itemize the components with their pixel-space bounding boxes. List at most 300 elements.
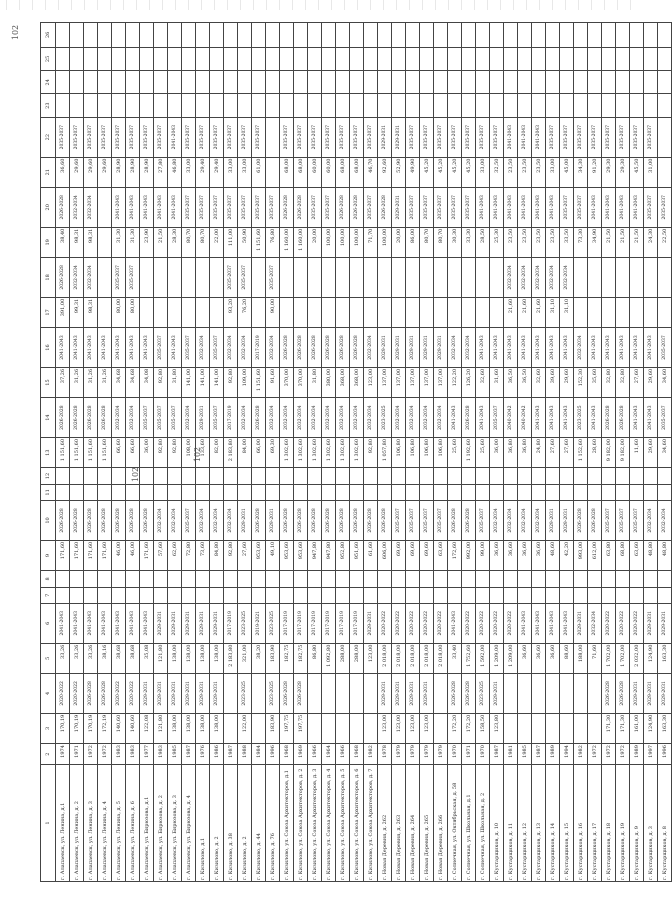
table-cell: 2020-2022	[504, 603, 518, 643]
table-cell	[154, 297, 168, 327]
table-cell: 93,20	[224, 297, 238, 327]
table-cell: 2035-2037	[70, 117, 84, 157]
table-cell	[98, 571, 112, 587]
table-cell: 33,40	[448, 643, 462, 673]
table-cell	[574, 571, 588, 587]
table-cell: 2029-2031	[644, 674, 658, 714]
table-cell	[574, 587, 588, 603]
table-cell	[490, 587, 504, 603]
address-cell: г. Алапаевск, ул. Ленина, д. 5	[112, 765, 126, 882]
table-cell	[462, 297, 476, 327]
table-cell	[546, 94, 560, 117]
column-header-9: 9	[41, 540, 56, 570]
table-cell: 60,00	[308, 157, 322, 187]
table-cell: 171,60	[84, 540, 98, 570]
table-cell: 126,20	[462, 367, 476, 397]
table-cell	[588, 71, 602, 94]
table-cell: 2041-2043	[532, 328, 546, 368]
table-cell: 2035-2037	[420, 117, 434, 157]
table-cell: 138,00	[168, 643, 182, 673]
table-cell	[238, 23, 252, 48]
table-cell: 106,80	[392, 437, 406, 467]
table-cell	[168, 297, 182, 327]
table-row	[518, 23, 532, 882]
table-cell: 31,80	[308, 367, 322, 397]
table-cell: 2026-2028	[336, 328, 350, 368]
table-cell: 2 018,00	[392, 643, 406, 673]
table-cell: 99,31	[70, 297, 84, 327]
table-cell: 2029-2031	[574, 603, 588, 643]
table-cell	[364, 94, 378, 117]
table-cell: 2029-2031	[560, 501, 574, 541]
table-cell	[140, 484, 154, 500]
table-cell	[280, 23, 294, 48]
table-cell	[308, 468, 322, 484]
table-cell: 30,30	[448, 227, 462, 257]
address-cell: г. Алапаевск, ул. Ленина, д. 2	[70, 765, 84, 882]
table-cell: 2020-2022	[70, 674, 84, 714]
table-cell: 63,60	[434, 540, 448, 570]
table-cell: 2026-2028	[84, 501, 98, 541]
repair-schedule-table	[40, 22, 672, 882]
table-cell	[98, 468, 112, 484]
table-cell: 80,00	[112, 297, 126, 327]
table-cell	[490, 297, 504, 327]
table-cell	[602, 71, 616, 94]
table-cell	[182, 571, 196, 587]
table-cell: 2032-2034	[224, 328, 238, 368]
table-cell	[280, 484, 294, 500]
table-cell: 2041-2043	[588, 328, 602, 368]
table-cell: 25,30	[490, 227, 504, 257]
table-cell: 1981	[504, 744, 518, 765]
table-cell	[98, 484, 112, 500]
table-cell: 2026-2028	[616, 674, 630, 714]
table-cell	[588, 94, 602, 117]
table-cell: 137,00	[378, 367, 392, 397]
address-cell: г. Кизилово, ул. Союза Архитекторов, д. 7	[364, 765, 378, 882]
table-cell: 2041-2043	[546, 398, 560, 438]
table-cell: 2029-2031	[168, 603, 182, 643]
table-cell: 2041-2043	[616, 187, 630, 227]
table-cell: 29,30	[616, 157, 630, 187]
table-cell: 2035-2037	[182, 187, 196, 227]
table-cell: 2035-2037	[168, 398, 182, 438]
table-cell	[658, 71, 672, 94]
table-cell	[112, 47, 126, 70]
table-cell	[532, 47, 546, 70]
table-cell	[224, 23, 238, 48]
table-cell: 2029-2031	[392, 117, 406, 157]
table-cell: 2017-2019	[224, 603, 238, 643]
table-cell: 29,40	[196, 157, 210, 187]
table-cell: 2041-2043	[630, 398, 644, 438]
scan-noise-strip	[0, 0, 640, 10]
table-cell	[70, 587, 84, 603]
table-cell: 23,50	[518, 227, 532, 257]
table-cell: 121,80	[154, 643, 168, 673]
table-cell	[56, 23, 70, 48]
table-cell	[630, 71, 644, 94]
table-cell: 2026-2028	[84, 398, 98, 438]
table-cell: 2041-2043	[98, 328, 112, 368]
table-cell: 106,80	[420, 437, 434, 467]
table-cell: 86,80	[308, 643, 322, 673]
table-cell: 2026-2028	[448, 674, 462, 714]
table-cell	[252, 258, 266, 298]
table-cell	[490, 47, 504, 70]
table-cell: 24,80	[532, 437, 546, 467]
table-cell	[308, 258, 322, 298]
table-cell	[224, 71, 238, 94]
table-cell	[476, 258, 490, 298]
table-cell: 182,75	[294, 643, 308, 673]
table-cell: 172,20	[462, 713, 476, 743]
table-cell	[476, 571, 490, 587]
table-cell	[462, 258, 476, 298]
table-row	[294, 23, 308, 882]
table-cell: 2017-2019	[224, 398, 238, 438]
table-cell: 69,60	[392, 540, 406, 570]
address-cell: г. Кизилово, д. 2	[238, 765, 252, 882]
table-cell	[336, 258, 350, 298]
table-cell: 34,30	[574, 157, 588, 187]
table-cell: 68,00	[336, 157, 350, 187]
table-cell: 2035-2037	[238, 117, 252, 157]
table-cell: 197,75	[280, 713, 294, 743]
table-cell: 1970	[476, 744, 490, 765]
table-cell: 172,20	[448, 713, 462, 743]
table-cell	[182, 484, 196, 500]
column-header-1: 1	[41, 765, 56, 882]
table-cell: 141,00	[196, 367, 210, 397]
table-cell	[406, 258, 420, 298]
table-cell	[420, 297, 434, 327]
table-cell	[434, 297, 448, 327]
page-number-right-mid: 102	[193, 446, 203, 463]
table-cell: 2035-2037	[112, 117, 126, 157]
table-cell: 35,60	[588, 367, 602, 397]
table-cell: 2035-2037	[406, 117, 420, 157]
table-cell: 2035-2037	[252, 117, 266, 157]
table-cell	[574, 674, 588, 714]
table-cell: 1984	[252, 744, 266, 765]
table-cell: 25,60	[476, 437, 490, 467]
table-cell	[70, 94, 84, 117]
table-cell: 2041-2043	[490, 187, 504, 227]
table-cell	[406, 571, 420, 587]
table-cell	[448, 484, 462, 500]
table-cell: 36,00	[140, 437, 154, 467]
table-cell	[210, 47, 224, 70]
table-cell	[70, 571, 84, 587]
table-cell: 20,00	[308, 227, 322, 257]
table-cell: 1966	[336, 744, 350, 765]
table-cell	[266, 484, 280, 500]
table-cell: 123,00	[364, 367, 378, 397]
table-cell: 39,60	[546, 367, 560, 397]
table-cell	[336, 674, 350, 714]
table-cell: 2041-2043	[504, 117, 518, 157]
table-cell: 80,70	[420, 227, 434, 257]
table-row	[658, 23, 672, 882]
table-cell: 2023-2025	[574, 398, 588, 438]
table-cell	[168, 258, 182, 298]
table-cell: 368,00	[350, 367, 364, 397]
table-cell: 2035-2037	[56, 117, 70, 157]
table-cell: 2026-2028	[280, 187, 294, 227]
table-cell	[378, 587, 392, 603]
table-cell: 2035-2037	[210, 117, 224, 157]
table-cell	[462, 571, 476, 587]
table-cell	[546, 468, 560, 484]
table-cell: 9 182,00	[602, 437, 616, 467]
table-cell: 2032-2034	[196, 328, 210, 368]
table-cell: 48,60	[546, 540, 560, 570]
table-cell: 22,00	[210, 227, 224, 257]
table-row	[196, 23, 210, 882]
table-cell: 2035-2037	[434, 501, 448, 541]
table-cell	[336, 71, 350, 94]
table-cell: 2029-2031	[364, 603, 378, 643]
table-cell: 1 057,80	[378, 437, 392, 467]
table-cell	[238, 71, 252, 94]
table-cell	[630, 571, 644, 587]
table-cell	[630, 47, 644, 70]
table-cell: 2035-2037	[84, 117, 98, 157]
table-cell	[322, 587, 336, 603]
table-cell: 2041-2043	[126, 187, 140, 227]
table-cell: 2035-2037	[476, 501, 490, 541]
table-cell: 1974	[56, 744, 70, 765]
table-cell: 380,00	[322, 367, 336, 397]
table-cell: 2026-2028	[98, 398, 112, 438]
table-cell: 2035-2037	[224, 258, 238, 298]
table-cell: 2035-2037	[616, 117, 630, 157]
table-cell	[322, 468, 336, 484]
table-cell: 2041-2043	[112, 328, 126, 368]
column-header-2: 2	[41, 744, 56, 765]
table-cell: 1 151,60	[252, 227, 266, 257]
table-row	[224, 23, 238, 882]
table-cell	[406, 47, 420, 70]
table-cell	[112, 23, 126, 48]
table-cell: 2026-2028	[448, 501, 462, 541]
table-cell: 21,60	[532, 297, 546, 327]
table-cell: 2029-2031	[644, 603, 658, 643]
table-cell: 2032-2034	[560, 258, 574, 298]
table-cell	[658, 297, 672, 327]
table-cell: 1994	[560, 744, 574, 765]
table-cell: 2 018,00	[434, 643, 448, 673]
table-cell: 2032-2034	[238, 328, 252, 368]
table-cell	[532, 468, 546, 484]
table-cell: 2026-2028	[322, 328, 336, 368]
table-cell	[98, 227, 112, 257]
table-cell: 2026-2028	[140, 501, 154, 541]
table-cell: 2035-2037	[224, 187, 238, 227]
table-cell: 2023-2025	[238, 603, 252, 643]
table-cell: 35,08	[140, 643, 154, 673]
table-cell	[224, 47, 238, 70]
table-cell: 106,80	[406, 437, 420, 467]
table-cell: 2020-2022	[476, 603, 490, 643]
table-cell	[98, 258, 112, 298]
table-cell: 2041-2043	[98, 603, 112, 643]
table-cell: 34,68	[126, 367, 140, 397]
table-cell: 2032-2034	[406, 398, 420, 438]
table-cell: 2041-2043	[168, 187, 182, 227]
table-cell: 2026-2028	[84, 674, 98, 714]
table-cell: 1972	[602, 744, 616, 765]
table-cell	[308, 23, 322, 48]
table-cell	[280, 71, 294, 94]
table-cell: 2035-2037	[210, 187, 224, 227]
table-cell	[658, 468, 672, 484]
address-cell: г. Кустарщиков, д. 18	[602, 765, 616, 882]
table-cell: 60,00	[322, 157, 336, 187]
table-cell: 2032-2034	[336, 398, 350, 438]
table-cell	[294, 484, 308, 500]
table-cell	[434, 23, 448, 48]
table-cell	[280, 47, 294, 70]
table-cell: 2035-2037	[546, 117, 560, 157]
column-header-7: 7	[41, 587, 56, 603]
table-cell	[322, 23, 336, 48]
table-cell: 137,00	[420, 367, 434, 397]
table-cell: 2032-2034	[70, 187, 84, 227]
table-cell: 11,60	[630, 437, 644, 467]
address-cell: г. Кизилово, ул. Союза Архитекторов, д. 3	[308, 765, 322, 882]
table-cell: 22,50	[658, 227, 672, 257]
table-cell: 33,00	[224, 157, 238, 187]
table-cell	[448, 571, 462, 587]
table-cell: 2041-2043	[560, 603, 574, 643]
table-cell: 92,80	[224, 367, 238, 397]
table-row	[574, 23, 588, 882]
table-cell	[322, 297, 336, 327]
table-cell: 2029-2031	[406, 674, 420, 714]
table-cell	[364, 258, 378, 298]
table-cell: 100,00	[350, 227, 364, 257]
table-cell: 321,00	[238, 643, 252, 673]
table-cell: 170,19	[56, 713, 70, 743]
table-cell: 31,80	[168, 367, 182, 397]
table-cell: 2040-2042	[518, 398, 532, 438]
column-header-21: 21	[41, 157, 56, 187]
table-cell: 23,50	[504, 157, 518, 187]
table-cell	[616, 258, 630, 298]
table-cell: 606,00	[378, 540, 392, 570]
table-cell: 48,80	[644, 540, 658, 570]
table-cell: 2020-2022	[630, 603, 644, 643]
table-cell	[154, 23, 168, 48]
table-cell	[392, 47, 406, 70]
table-cell: 1968	[280, 744, 294, 765]
address-cell: г. Кустарщиков, д. 16	[574, 765, 588, 882]
table-cell	[658, 587, 672, 603]
table-cell: 2026-2028	[588, 501, 602, 541]
table-cell	[350, 587, 364, 603]
table-cell: 2026-2028	[462, 674, 476, 714]
table-cell: 2020-2022	[406, 603, 420, 643]
table-cell: 73,60	[196, 540, 210, 570]
table-cell	[350, 47, 364, 70]
table-row	[112, 23, 126, 882]
table-cell	[504, 23, 518, 48]
table-cell: 2035-2037	[196, 187, 210, 227]
table-cell	[434, 587, 448, 603]
table-cell: 71,70	[364, 227, 378, 257]
table-cell: 2035-2037	[462, 117, 476, 157]
table-cell: 23,50	[532, 227, 546, 257]
table-cell	[546, 71, 560, 94]
table-cell	[378, 47, 392, 70]
table-cell	[364, 23, 378, 48]
table-cell	[490, 71, 504, 94]
table-cell	[462, 94, 476, 117]
table-cell	[476, 23, 490, 48]
table-cell: 34,60	[658, 437, 672, 467]
table-cell: 32,50	[490, 157, 504, 187]
table-cell: 46,80	[168, 157, 182, 187]
table-cell	[294, 23, 308, 48]
table-cell	[84, 468, 98, 484]
table-cell: 1968	[350, 744, 364, 765]
table-cell: 122,08	[140, 713, 154, 743]
table-cell: 68,80	[616, 540, 630, 570]
table-cell: 36,60	[518, 643, 532, 673]
table-cell: 2032-2034	[126, 398, 140, 438]
address-cell: г. Алапаевск, ул. Бирюзова, д. 4	[182, 765, 196, 882]
table-cell: 2029-2031	[140, 674, 154, 714]
table-cell: 2035-2037	[574, 187, 588, 227]
table-cell: 2029-2031	[392, 187, 406, 227]
table-cell: 90,00	[266, 297, 280, 327]
table-cell	[280, 571, 294, 587]
table-cell: 2 018,00	[420, 643, 434, 673]
table-cell: 2041-2043	[84, 603, 98, 643]
table-cell	[196, 468, 210, 484]
table-cell	[196, 587, 210, 603]
table-cell: 2035-2037	[308, 187, 322, 227]
table-cell	[462, 47, 476, 70]
table-row	[210, 23, 224, 882]
table-cell	[658, 157, 672, 187]
table-cell	[588, 47, 602, 70]
table-cell: 82,00	[210, 437, 224, 467]
table-cell: 36,60	[490, 540, 504, 570]
table-cell	[378, 94, 392, 117]
table-cell: 2023-2025	[238, 674, 252, 714]
address-cell: г. Алапаевск, ул. Бирюзова, д.1	[140, 765, 154, 882]
table-cell	[308, 587, 322, 603]
table-cell: 2041-2043	[56, 328, 70, 368]
table-cell: 171,30	[616, 713, 630, 743]
table-cell	[420, 571, 434, 587]
table-cell: 2041-2043	[490, 328, 504, 368]
table-cell: 2026-2028	[294, 501, 308, 541]
table-cell: 2035-2037	[616, 501, 630, 541]
table-cell: 38,40	[56, 227, 70, 257]
table-cell	[126, 484, 140, 500]
table-cell: 2035-2037	[630, 117, 644, 157]
table-cell	[504, 47, 518, 70]
table-row	[336, 23, 350, 882]
table-cell	[182, 297, 196, 327]
table-cell: 183,90	[266, 713, 280, 743]
table-cell	[532, 71, 546, 94]
